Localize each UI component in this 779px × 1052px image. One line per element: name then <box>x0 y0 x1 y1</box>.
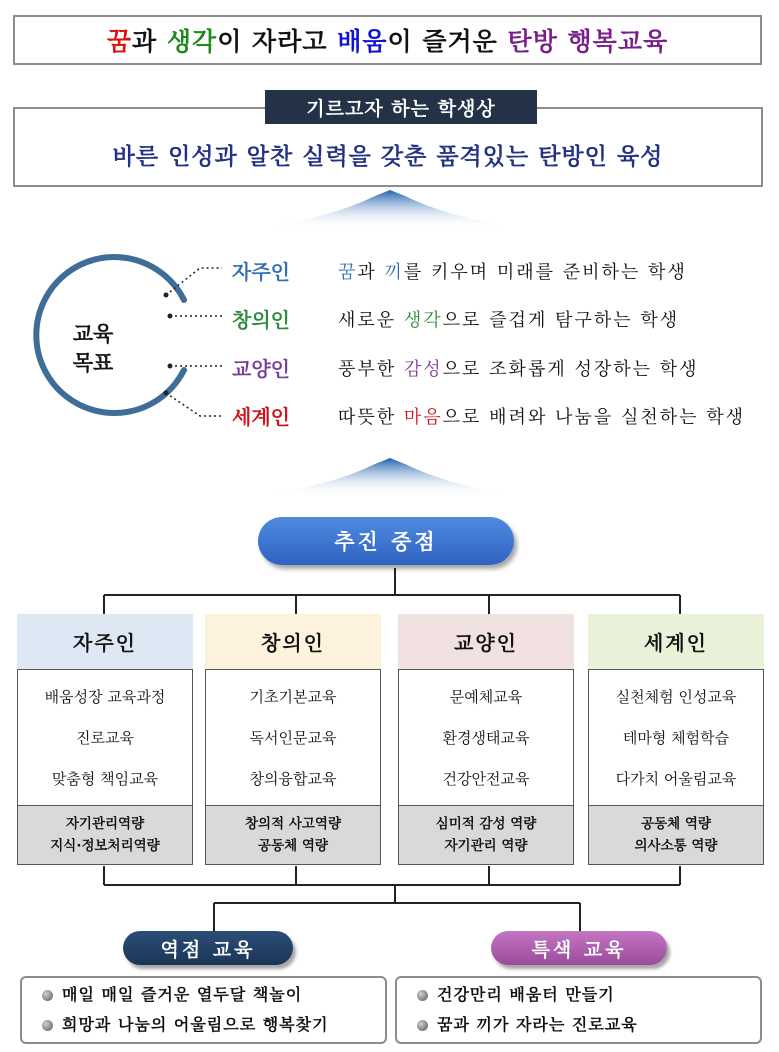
strategy-column-items <box>588 669 764 805</box>
competency-item: 자기관리역량 <box>65 816 145 832</box>
strategy-item: 배움성장 교육과정 <box>44 688 166 706</box>
competency-box <box>17 805 193 865</box>
goal-description <box>338 403 745 429</box>
goal-description-segment: 새로운 <box>338 310 404 331</box>
goal-label-line2: 목표 <box>72 351 114 375</box>
competency-item: 지식·정보처리역량 <box>50 838 160 854</box>
strategy-item: 창의융합교육 <box>249 770 337 788</box>
special-program-item <box>417 1010 760 1040</box>
special-education-pill: 특색 교육 <box>491 931 667 965</box>
goal-description-segment: 끼 <box>384 262 404 283</box>
competency-box <box>205 805 381 865</box>
goal-name: 자주인 <box>232 260 290 284</box>
bullet-icon <box>417 1020 428 1031</box>
special-program-text: 꿈과 끼가 자라는 진로교육 <box>437 1015 638 1034</box>
goal-description-segment: 따뜻한 <box>338 407 404 428</box>
slogan-segment: 꿈 <box>106 27 133 56</box>
strategy-item: 진로교육 <box>76 729 134 747</box>
strength-program-box <box>20 976 387 1044</box>
slogan-segment: 생각 <box>166 27 218 56</box>
goal-description-segment: 으로 조화롭게 성장하는 학생 <box>442 359 699 380</box>
goal-label-line1: 교육 <box>72 322 114 346</box>
student-image-title: 기르고자 하는 학생상 <box>265 90 537 124</box>
strategy-column <box>205 614 381 865</box>
slogan-segment: 이 즐거운 <box>387 27 508 56</box>
goal-description <box>338 306 679 332</box>
strategy-item: 문예체교육 <box>449 688 523 706</box>
slogan-segment: 배움 <box>337 27 388 56</box>
strength-program-item <box>42 980 385 1010</box>
bullet-icon <box>42 1020 53 1031</box>
competency-item: 공동체 역량 <box>258 838 328 854</box>
strategy-column-title: 창의인 <box>205 614 381 669</box>
slogan-segment: 과 <box>132 27 167 56</box>
strength-program-item <box>42 1010 385 1040</box>
strategy-item: 환경생태교육 <box>442 729 530 747</box>
strategy-column <box>398 614 574 865</box>
goal-description-segment: 꿈 <box>338 262 358 283</box>
goal-description-segment: 풍부한 <box>338 359 404 380</box>
goal-label <box>38 320 148 378</box>
goal-name: 교양인 <box>232 357 290 381</box>
bullet-icon <box>417 990 428 1001</box>
strategy-item: 건강안전교육 <box>442 770 530 788</box>
up-arrow-top <box>260 190 520 228</box>
goal-description-segment: 감성 <box>403 359 443 380</box>
goal-name: 창의인 <box>232 308 290 332</box>
strength-education-pill: 역점 교육 <box>123 931 293 965</box>
goal-description-segment: 마음 <box>403 407 443 428</box>
strategy-item: 다가치 어울림교육 <box>615 770 737 788</box>
strategy-item: 기초기본교육 <box>249 688 337 706</box>
strategy-column-items <box>398 669 574 805</box>
up-arrow-bottom <box>260 458 520 496</box>
strategy-item: 테마형 체험학습 <box>622 729 730 747</box>
goal-description <box>338 258 687 284</box>
competency-item: 의사소통 역량 <box>634 838 718 854</box>
slogan-segment: 탄방 행복교육 <box>507 27 669 56</box>
slogan-banner <box>13 15 762 65</box>
slogan-segment: 이 자라고 <box>217 27 338 56</box>
goal-description-segment: 생각 <box>403 310 443 331</box>
goal-name: 세계인 <box>232 405 290 429</box>
special-program-box <box>395 976 762 1044</box>
goal-description-segment: 으로 즐겁게 탐구하는 학생 <box>442 310 680 331</box>
strength-program-text: 희망과 나눔의 어울림으로 행복찾기 <box>62 1015 329 1034</box>
strategy-column-title: 자주인 <box>17 614 193 669</box>
special-program-item <box>417 980 760 1010</box>
strategy-column-items <box>205 669 381 805</box>
competency-item: 자기관리 역량 <box>444 838 528 854</box>
goal-description <box>338 355 699 381</box>
special-program-text: 건강만리 배움터 만들기 <box>437 985 615 1004</box>
competency-item: 심미적 감성 역량 <box>435 816 537 832</box>
strategy-column <box>17 614 193 865</box>
strategy-column-title: 교양인 <box>398 614 574 669</box>
strategy-item: 독서인문교육 <box>249 729 337 747</box>
strategy-item: 맞춤형 책임교육 <box>51 770 159 788</box>
goal-description-segment: 과 <box>357 262 385 283</box>
strategy-pill: 추진 중점 <box>258 517 514 565</box>
goal-description-segment: 를 키우며 미래를 준비하는 학생 <box>403 262 687 283</box>
competency-box <box>398 805 574 865</box>
competency-item: 공동체 역량 <box>641 816 711 832</box>
strategy-column <box>588 614 764 865</box>
strategy-column-title: 세계인 <box>588 614 764 669</box>
competency-item: 창의적 사고역량 <box>245 816 341 832</box>
strategy-column-items <box>17 669 193 805</box>
strategy-item: 실천체험 인성교육 <box>615 688 737 706</box>
goal-description-segment: 으로 배려와 나눔을 실천하는 학생 <box>442 407 745 428</box>
strength-program-text: 매일 매일 즐거운 열두달 책놀이 <box>62 985 303 1004</box>
bullet-icon <box>42 990 53 1001</box>
competency-box <box>588 805 764 865</box>
student-image-statement: 바른 인성과 알찬 실력을 갖춘 품격있는 탄방인 육성 <box>112 144 664 170</box>
